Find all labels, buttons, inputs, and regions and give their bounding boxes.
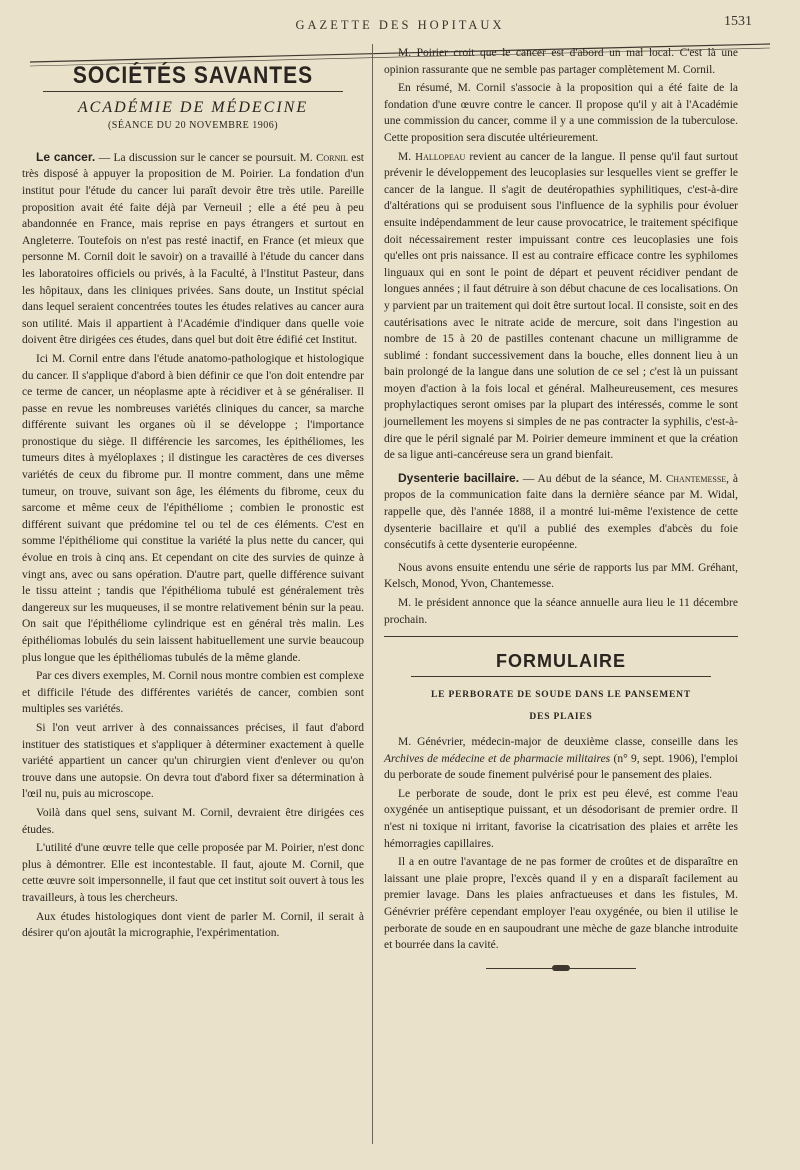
paragraph-text: — Au début de la séance, M. [519,472,666,485]
end-ornament [486,964,636,972]
speaker-name: Hallopeau [415,150,466,163]
paragraph: En résumé, M. Cornil s'associe à la proposition qui a été faite de la fondation d'une œuvre contre le cancer. Il propose qu'il y ait à l'Académie une commission du cancer, comme il y a une commission de la tuberculose. Cette proposition sera discutée ultérieurement. [384,82,738,144]
paragraph: Aux études histologiques dont vient de parler M. Cornil, il serait à désirer qu'on ajoutât la micrographie, l'expérimentation. [22,910,364,940]
paragraph-text: revient au cancer de la langue. Il pense qu'il faut surtout prévenir le développement des leucoplasies sur lesquelles vient se greffer le cancer de la langue. Il s'agit de deutéropathies syphilitiques, c'est-à-dire d'altérations qui se produisent sous l'influence de la syphilis pour évoluer ensuite indépendamment de leur cause provocatrice, le traitement spécifique doit nécessairement rester impuissant contre ces leucoplasies une fois qu'elles ont pris naissance. Il est au contraire efficace contre les syphilomes linguaux qui en sont le point de départ et peuvent récidiver pendant de longues années ; il faut détruire à son début chacune de ces localisations. On y parvient par un traitement qui doit être surtout local. Il consiste, soit en des cautérisations avec le nitrate acide de mercure, soit dans l'ingestion au nombre de 15 à 20 de pastilles contenant chacune un milligramme de sublimé : fondant successivement dans la bouche, elles donnent lieu à un bain prolongé de la langue dans une solution de ce sel ; c'est là un puissant moyen d'action à la fois local et général. Malheureusement, ces mesures prophylactiques seront omises par la plupart des intéressés, comme le sont journellement les moyens si simples de ne pas contracter la syphilis, c'est-à-dire que le péril signalé par M. Poirier demeure imminent et que la création de sa ligue anti-cancéreuse sera un grand bienfait. [384,150,738,462]
paragraph-text: est très disposé à appuyer la proposition de M. Poirier. La fondation d'un institut pour l'étude du cancer lui paraît devoir être très utile. Pareille proposition avait été faite déjà par Verneuil ; elle a été peu à peu abandonnée en France, mais reprise en pays étrangers et surtout en Angleterre. Toutefois on n'est pas resté inactif, en France (et mieux que personne M. Cornil doit le savoir) on a travaillé à l'étude du cancer dans les laboratoires officiels ou privés, à la Faculté, à l'Institut Pasteur, dans les hôpitaux, dans les cliniques privées. Sans doute, un Institut spécial dans lequel seraient concentrées toutes les études relatives au cancer aura son utilité. Mais il appartient à l'Académie d'indiquer dans quelle voie doivent être dirigées ces études, dans quel but doit être édifié cet Institut. [22,151,364,347]
paragraph-hallopeau [384,149,738,464]
running-title: GAZETTE DES HOPITAUX [295,18,505,32]
topic-lead: Dysenterie bacillaire. [398,470,520,485]
paragraph: M. Poirier croit que le cancer est d'abord un mal local. C'est là une opinion rassurante que ne semble pas partager complètement M. Cornil. [384,47,738,76]
left-column [22,56,364,944]
right-column [384,45,738,972]
paragraph-text: (n° 9, sept. 1906), l'emploi du perborate de soude finement pulvérisé pour le pansement des plaies. [384,752,738,782]
column-divider [372,44,373,1144]
paragraph-text: — La discussion sur le cancer se poursuit. M. [95,151,317,164]
article-subhead: LE PERBORATE DE SOUDE DANS LE PANSEMENT [431,689,691,700]
speaker-name: Chantemesse [665,472,727,485]
paragraph-text: M. Génévrier, médecin-major de deuxième classe, conseille dans les [398,735,738,748]
paragraph-dysenterie [384,470,738,554]
speaker-name: Cornil [316,151,348,164]
topic-lead: Le cancer. [36,149,96,164]
section-title: SOCIÉTÉS SAVANTES [72,62,314,89]
article-subhead-continued: DES PLAIES [529,712,593,723]
page-number: 1531 [724,14,752,29]
formulaire-rule [411,676,711,677]
session-date: (SÉANCE DU 20 NOVEMBRE 1906) [107,120,279,132]
paragraph: Ici M. Cornil entre dans l'étude anatomo-pathologique et histologique du cancer. Il s'applique d'abord à bien définir ce que l'on doit entendre par ce terme de cancer, un néoplasme apte à récidiver et à se généraliser. Il passe en revue les nombreuses variétés cliniques du cancer, sa marche différente suivant les organes où il se développe ; l'importance pronostique du siège. Il différencie les sarcomes, les épithéliomes, les tumeurs dites à myéloplaxes ; il distingue les caractères de ces diverses variétés de ceux du fibrome pur. Il montre comment, dans une même tumeur, on trouve, suivant son âge, les éléments du fibrome, ceux du sarcome et même ceux de l'épithéliome ; combien le pronostic est différent suivant que prédomine tel ou tel de ces éléments. C'est en somme l'épithéliome qui constitue la variété la plus nette du cancer, qui évolue en trois à cinq ans. Et cependant on cite des survies de quinze à vingt ans, avec ou sans opération. D'autre part, quelle différence suivant le tissu atteint ; tandis que l'épithélioma tubulé est généralement très dangereux sur les muqueuses, il se montre relativement bénin sur la peau. On sait que l'épithéliome cylindrique est en général très malin. Les épithéliomas lobulés du sein laissent habituellement une survie beaucoup plus longue que les épithéliomas tubulés de la même glande. [22,352,364,664]
paragraph-cancer-intro [22,149,364,349]
paragraph: Par ces divers exemples, M. Cornil nous montre combien est complexe et difficile l'étude des différentes variétés de cancer, combien sont multiples ses variétés. [22,670,364,716]
paragraph: L'utilité d'une œuvre telle que celle proposée par M. Poirier, n'est donc plus à démontrer. Elle est incontestable. Il faut, ajoute M. Cornil, que cette œuvre soit impersonnelle, il faut que cet institut soit ouvert à tous les travailleurs, à tous les chercheurs. [22,842,364,904]
page-header [0,12,800,38]
section-rule [384,636,738,637]
paragraph: Voilà dans quel sens, suivant M. Cornil, devraient être dirigées ces études. [22,806,364,836]
paragraph: Il a en outre l'avantage de ne pas former de croûtes et de disparaître en laissant une plaie propre, l'excès quand il y en a disparaît facilement au premier lavage. Dans les plaies anfractueuses et dans les fistules, M. Génévrier préfère cependant employer l'eau oxygénée, ou bien il utilise le perborate de soude en en saupoudrant une mèche de gaze blanche introduite et bourrée dans la cavité. [384,856,738,952]
paragraph: Le perborate de soude, dont le prix est peu élevé, est comme l'eau oxygénée un antiseptique puissant, et un désodorisant de premier ordre. Il n'est ni toxique ni irritant, favorise la cicatrisation des plaies et arrête les hémorragies capillaires. [384,787,738,850]
title-rule [43,91,343,92]
academy-title: ACADÉMIE DE MÉDECINE [77,98,309,116]
paragraph: M. le président annonce que la séance annuelle aura lieu le 11 décembre prochain. [384,597,738,626]
paragraph: Si l'on veut arriver à des connaissances précises, il faut d'abord instituer des statistiques et s'appliquer à déterminer exactement à quelle variété appartient un cancer qu'un chirurgien vient d'enlever ou qu'on trouve dans une autopsie. On devra tout d'abord fixer sa détermination à l'œil nu, puis au microscope. [22,721,364,801]
paragraph-text: , à propos de la communication faite dans la dernière séance par M. Widal, rappelle que, dès l'année 1888, il a montré lui-même l'existence de cette dysenterie bacillaire et qu'il a publié des exemples d'abcès du foie consécutifs à cette dysenterie européenne. [384,472,738,552]
paragraph: Nous avons ensuite entendu une série de rapports lus par MM. Gréhant, Kelsch, Monod, Yvon, Chantemesse. [384,561,738,591]
journal-title: Archives de médecine et de pharmacie militaires [384,752,611,765]
paragraph-genevrier [384,734,738,784]
formulaire-title: FORMULAIRE [496,651,626,672]
paragraph-text: M. [398,150,416,163]
